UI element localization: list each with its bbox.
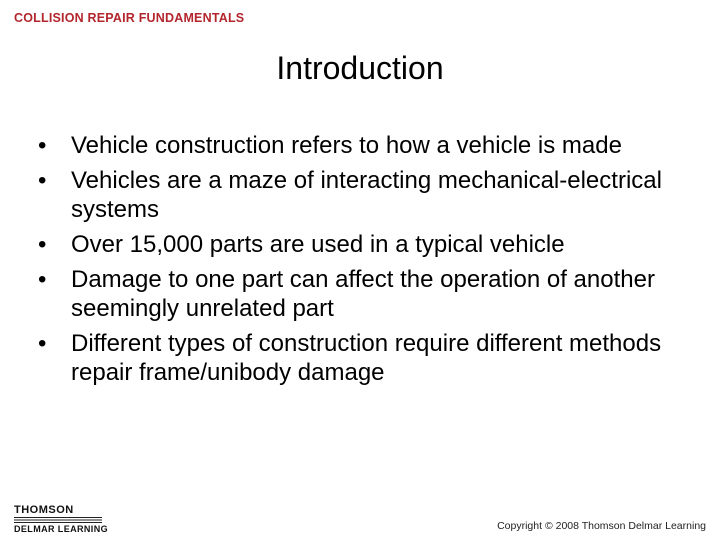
bullet-item [38, 265, 678, 323]
bullet-icon: • [38, 266, 47, 293]
logo-text-bottom: DELMAR LEARNING [14, 524, 108, 534]
publisher-logo [8, 500, 112, 536]
bullet-text: Vehicle construction refers to how a vehicle is made [71, 132, 622, 159]
bullet-text: Damage to one part can affect the operation of another seemingly unrelated part [71, 266, 655, 322]
bullet-icon: • [38, 330, 47, 357]
bullet-text: Vehicles are a maze of interacting mechanical-electrical systems [71, 167, 662, 223]
bullet-item [38, 166, 678, 224]
bullet-text: Over 15,000 parts are used in a typical vehicle [71, 231, 565, 258]
header-brand: COLLISION REPAIR FUNDAMENTALS [14, 11, 245, 25]
bullet-item [38, 329, 678, 387]
logo-stripes-icon [14, 516, 102, 524]
copyright-notice: Copyright © 2008 Thomson Delmar Learning [497, 520, 706, 532]
bullet-item [38, 230, 678, 259]
slide-title: Introduction [276, 50, 444, 86]
bullet-icon: • [38, 231, 47, 258]
bullet-text: Different types of construction require different methods repair frame/unibody damage [71, 330, 662, 386]
bullet-icon: • [38, 132, 47, 159]
bullet-icon: • [38, 167, 47, 194]
logo-text-top: THOMSON [14, 504, 74, 516]
bullet-list [38, 131, 678, 393]
bullet-item [38, 131, 678, 160]
